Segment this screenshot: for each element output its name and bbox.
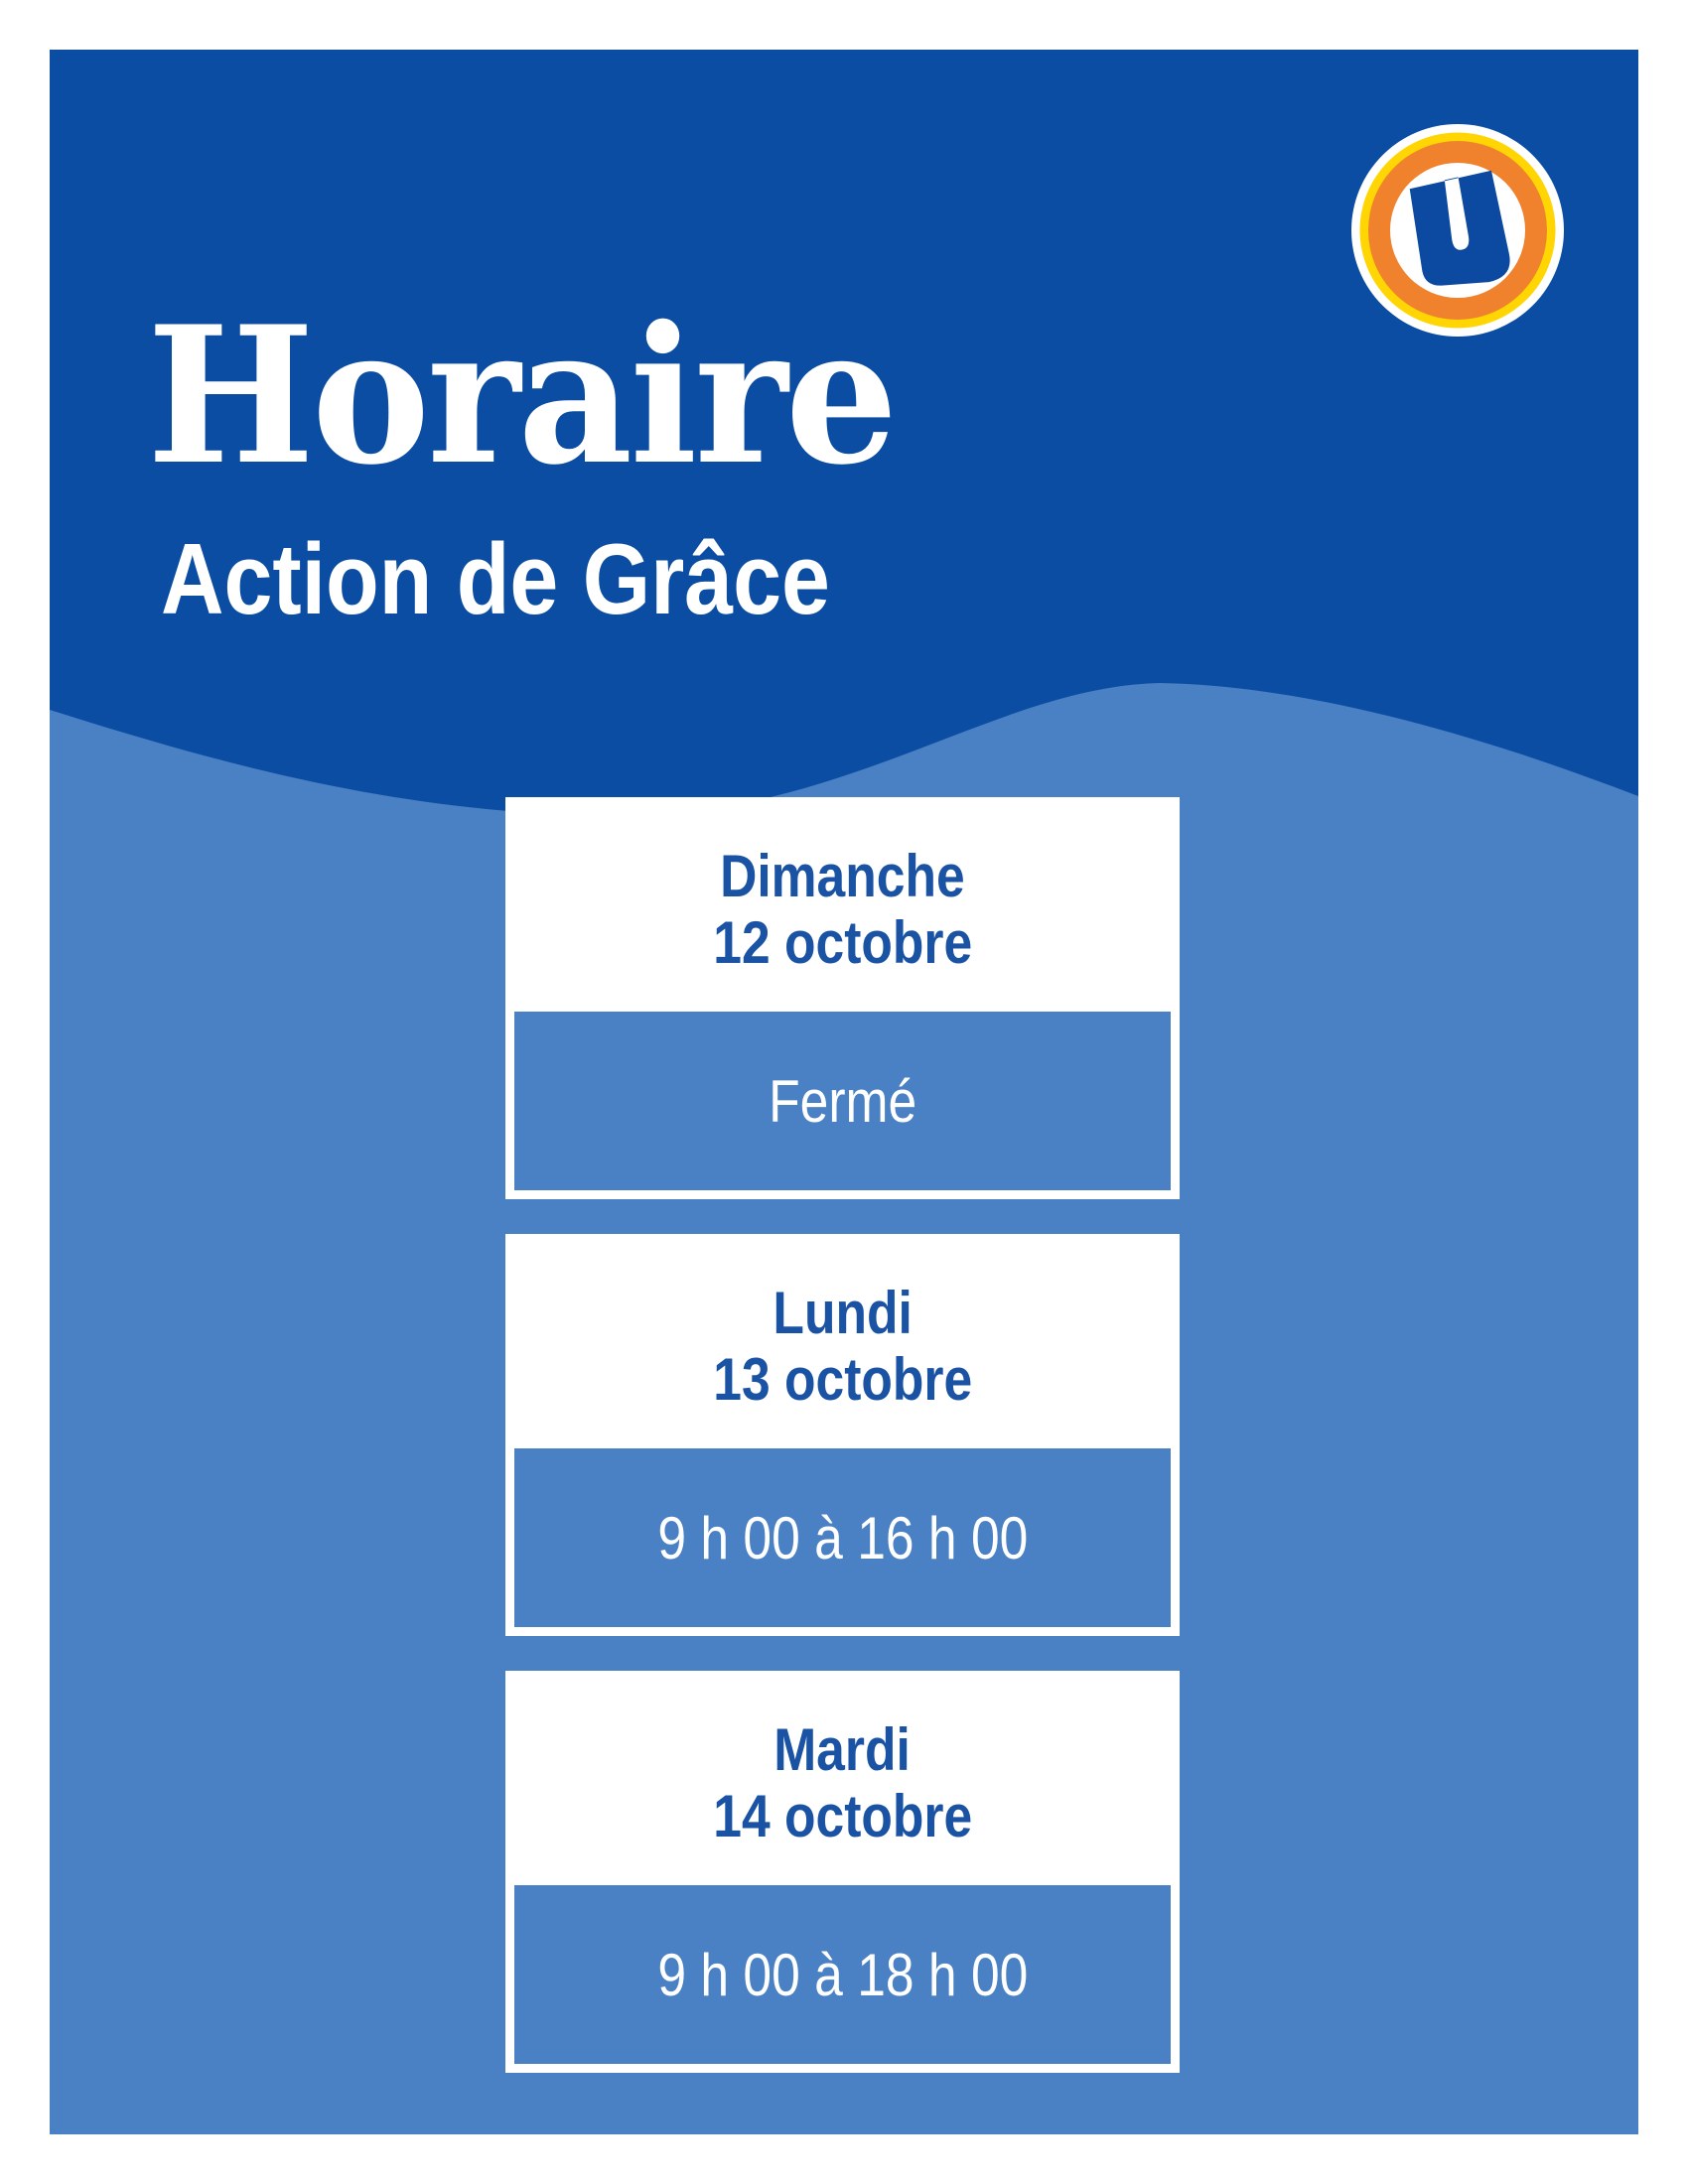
page-title-text: Horaire <box>147 285 896 506</box>
card-day-area <box>505 1234 1180 1448</box>
card-hours-panel <box>514 1012 1171 1190</box>
card-day-label <box>763 1716 921 1783</box>
card-date-label <box>692 1346 993 1413</box>
card-hours-panel <box>514 1885 1171 2064</box>
card-day-area <box>505 797 1180 1012</box>
card-hours-panel <box>514 1448 1171 1627</box>
schedule-card-lundi <box>505 1234 1180 1636</box>
card-date-text: 14 octobre <box>713 1783 972 1849</box>
poster-canvas <box>50 50 1638 2134</box>
card-day-text: Dimanche <box>720 843 965 909</box>
page-subtitle <box>161 524 930 635</box>
card-date-label <box>692 909 993 976</box>
schedule-card-mardi <box>505 1671 1180 2073</box>
schedule-card-dimanche <box>505 797 1180 1199</box>
u-logo-icon <box>1348 121 1567 340</box>
card-hours-text: Fermé <box>768 1067 917 1135</box>
page-title <box>147 285 943 506</box>
card-hours-text: 9 h 00 à 16 h 00 <box>657 1504 1028 1571</box>
card-hours-text: 9 h 00 à 18 h 00 <box>657 1941 1028 2008</box>
card-date-text: 13 octobre <box>713 1346 972 1413</box>
card-date-label <box>692 1783 993 1849</box>
card-day-text: Lundi <box>773 1280 913 1346</box>
card-day-label <box>762 1280 923 1346</box>
card-day-label <box>700 843 985 909</box>
card-date-text: 12 octobre <box>713 909 972 976</box>
card-day-area <box>505 1671 1180 1885</box>
card-day-text: Mardi <box>774 1716 912 1783</box>
page-subtitle-text: Action de Grâce <box>161 524 830 635</box>
